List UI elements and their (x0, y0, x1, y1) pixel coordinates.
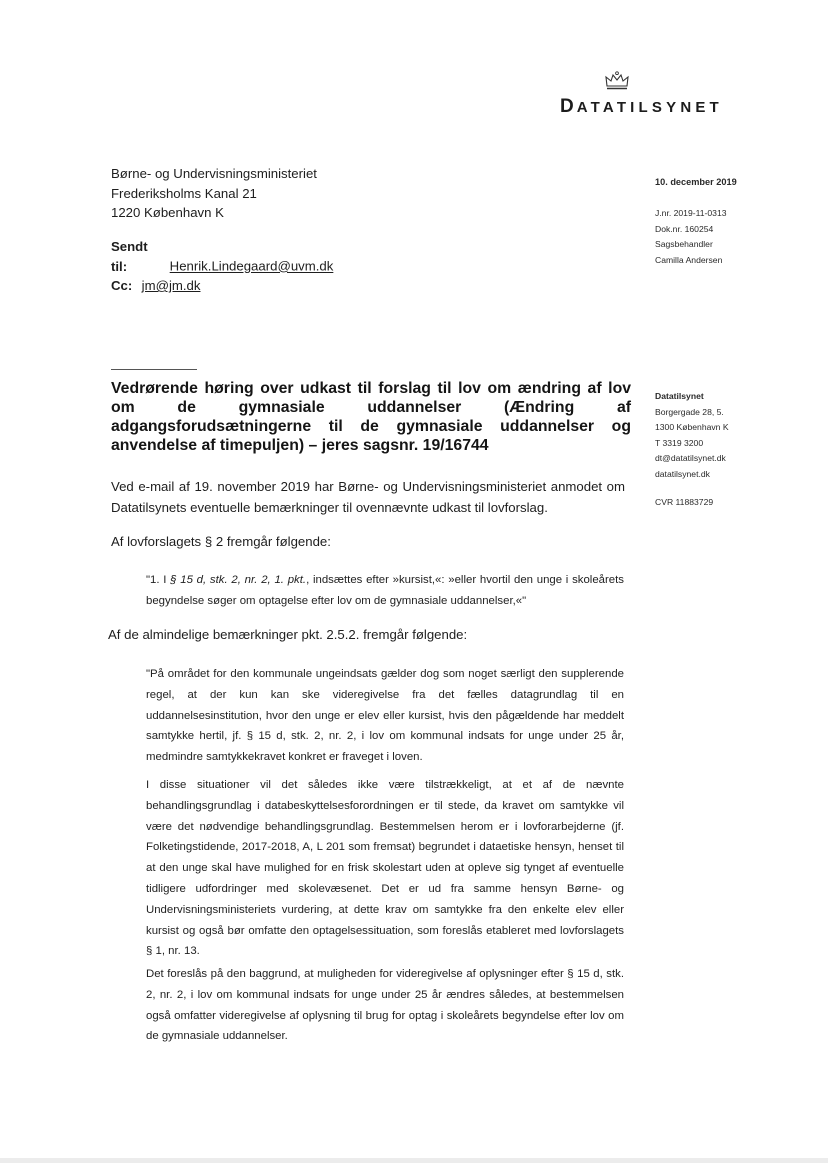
sent-to-block (111, 237, 333, 296)
recipient-line: Børne- og Undervisningsministeriet (111, 166, 317, 181)
page-bottom-edge (0, 1158, 828, 1163)
quote-paragraph: I disse situationer vil det således ikke være tilstrækkeligt, at et af de nævnte behandlingsgrundlag i databeskyttelsesforordningen er til stede, da kravet om samtykke vil være det nødvendige behandlingsgrundlag. Bestemmelsen herom er i lovforarbejderne (jf. Folketingstidende, 2017-2018, A, L 201 som fremsat) begrundet i dataetiske hensyn, henset til at den unge skal have mulighed for en frisk skolestart uden at opleve sig tynget af eventuelle tidligere udfordringer med skolevæsenet. Det er ud fra samme hensyn Børne- og Undervisningsministeriets vurdering, at dette krav om samtykke fra den enkelte elev eller kursist og også bør omfatte den optagelsessituation, som foreslås etableret med lovforslagets § 1, nr. 13. (146, 779, 624, 958)
intro-paragraph: Ved e-mail af 19. november 2019 har Børne- og Undervisningsministeriet anmodet om Datatilsynets eventuelle bemærkninger til ovennævnte udkast til lovforslag. (111, 479, 625, 515)
section-heading: Af lovforslagets § 2 fremgår følgende: (111, 534, 331, 549)
recipient-address (111, 164, 317, 223)
sender-name: Datatilsynet (655, 391, 704, 401)
sender-address (655, 389, 729, 482)
sent-to-email-link[interactable]: Henrik.Lindegaard@uvm.dk (169, 258, 334, 274)
cc-email-link[interactable]: jm@jm.dk (141, 278, 201, 293)
crown-icon (604, 71, 630, 91)
quote-paragraph: Det foreslås på den baggrund, at muligheden for videregivelse af oplysninger efter § 15 d, stk. 2, nr. 2, i lov om kommunal indsats for unge under 25 år ændres således, at bestemmelsen også omfatter videregivelse af oplysning til brug for optag i skoleårets begyndelse efter lov om de gymnasiale uddannelser. (146, 968, 624, 1043)
case-reference (655, 206, 727, 268)
recipient-line: Frederiksholms Kanal 21 (111, 185, 257, 201)
email-line[interactable]: dt@datatilsynet.dk (655, 453, 726, 463)
datatilsynet-logo: DATATILSYNET (560, 96, 723, 117)
reference-line: Dok.nr. 160254 (655, 223, 714, 234)
reference-line: Camilla Andersen (655, 254, 723, 265)
quote-paragraph: "1. I § 15 d, stk. 2, nr. 2, 1. pkt., indsættes efter »kursist,«: »eller hvortil den unge i skoleårets begyndelse søger om optagelse efter lov om de gymnasiale uddannelser,«" (146, 574, 624, 607)
quote-paragraph: "På området for den kommunale ungeindsats gælder dog som noget særligt den supplerende regel, at der kun kan ske videregivelse fra det fælles datagrundlag til en uddannelsesinstitution, hvor den unge er elev eller kursist, hvis den pågældende har meddelt samtykke hertil, jf. § 15 d, stk. 2, nr. 2, i lov om kommunal indsats for unge under 25 år, medmindre samtykkekravet konkret er fraveget i loven. (146, 668, 624, 764)
cvr-number: CVR 11883729 (655, 497, 714, 507)
sent-to-label: Sendt til: (111, 239, 148, 274)
phone-line: T 3319 3200 (655, 437, 704, 448)
website-line[interactable]: datatilsynet.dk (655, 468, 710, 479)
reference-line: Sagsbehandler (655, 239, 713, 249)
divider (111, 369, 197, 370)
letter-subject: Vedrørende høring over udkast til forslag til lov om ændring af lov om de gymnasiale uddannelser (Ændring af adgangsforudsætningerne til de gymnasiale uddannelser og anvendelse af timepuljen) – jeres sagsnr. 19/16744 (111, 380, 631, 454)
address-line: 1300 København K (655, 422, 729, 432)
reference-line: J.nr. 2019-11-0313 (655, 208, 727, 218)
cc-label: Cc: (111, 278, 133, 293)
section-heading: Af de almindelige bemærkninger pkt. 2.5.2. fremgår følgende: (108, 627, 468, 642)
address-line: Borgergade 28, 5. (655, 406, 724, 417)
letter-date: 10. december 2019 (655, 177, 737, 187)
recipient-line: 1220 København K (111, 205, 224, 220)
